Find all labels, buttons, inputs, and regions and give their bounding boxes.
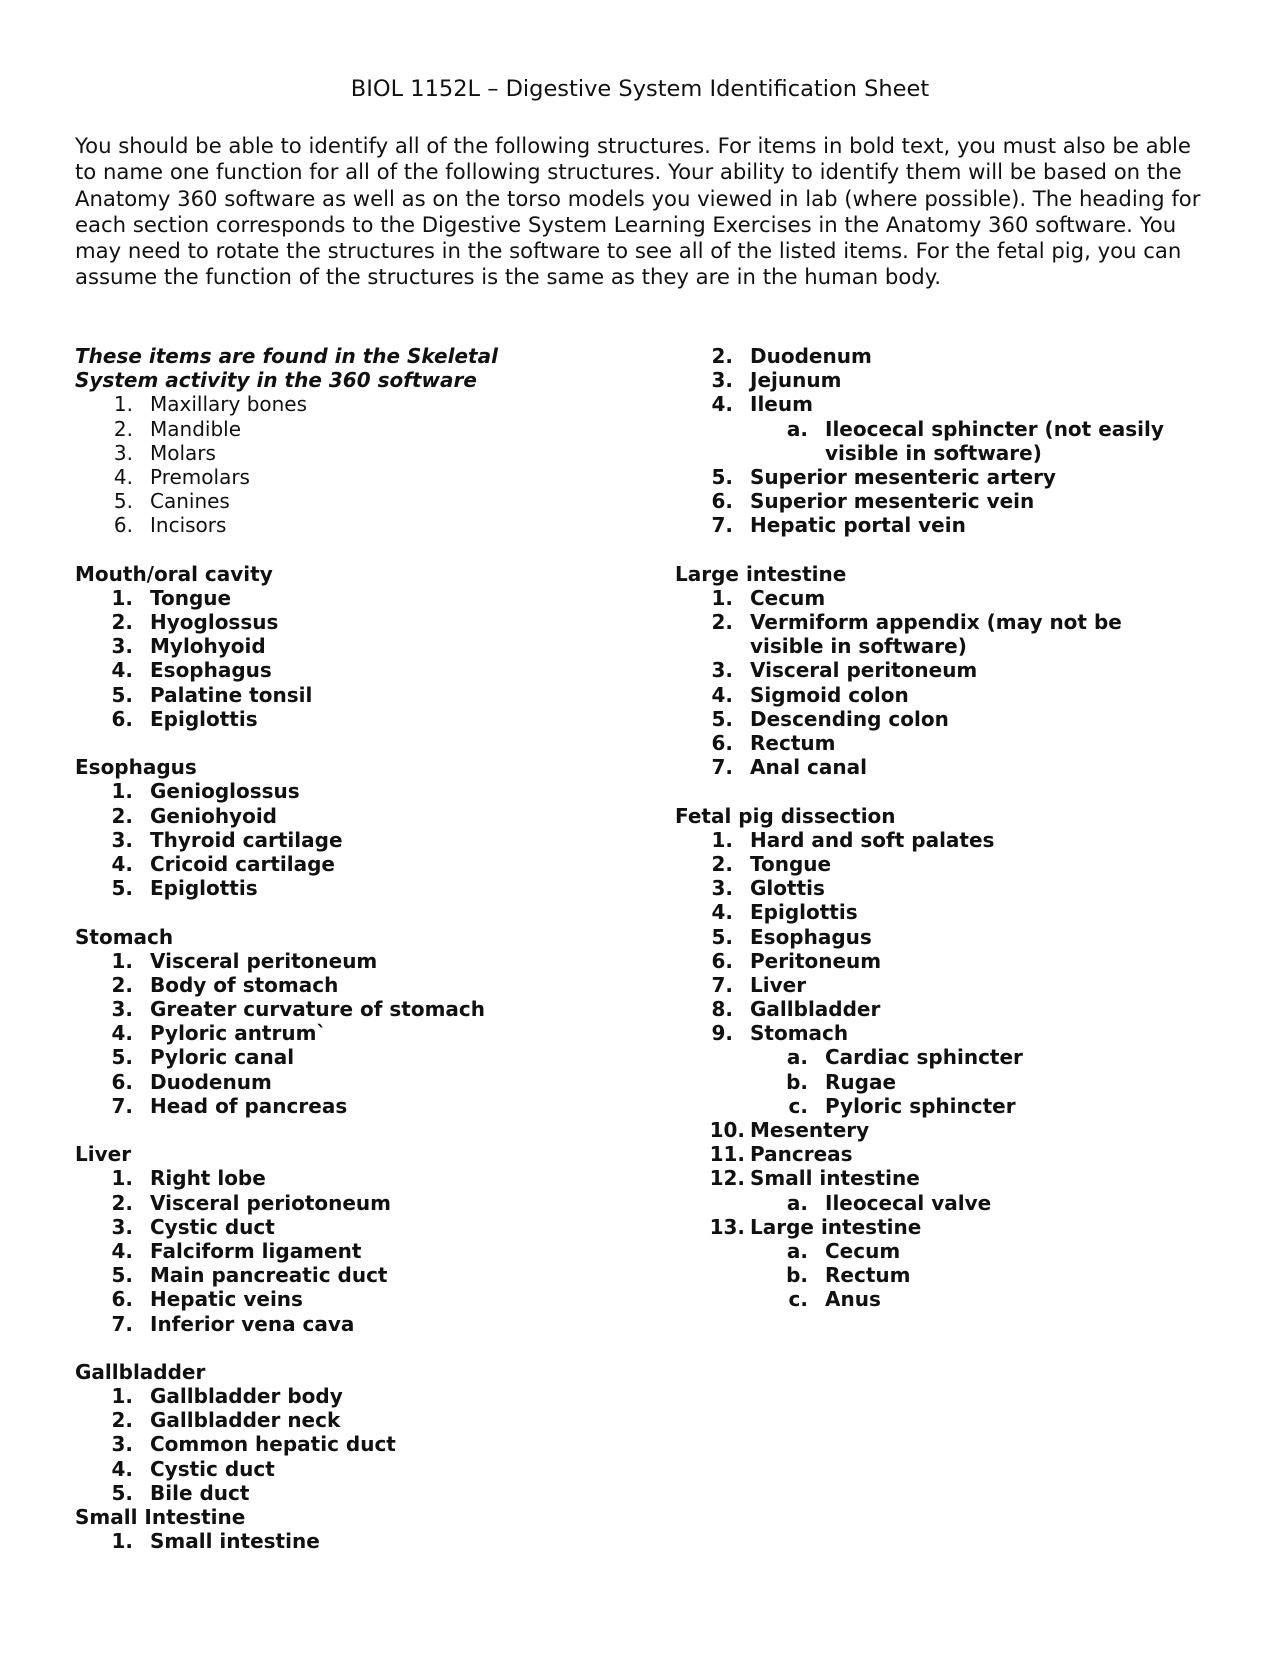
- list-item: b. Rugae: [786, 1069, 897, 1094]
- section-heading-gallbladder: Gallbladder: [75, 1359, 206, 1384]
- list-item: 5. Bile duct: [111, 1480, 250, 1505]
- list-item: 5. Epiglottis: [111, 876, 258, 901]
- list-large-intestine: [675, 586, 1235, 780]
- list-item: 5. Main pancreatic duct: [111, 1263, 388, 1288]
- list-item: 7. Head of pancreas: [111, 1093, 348, 1118]
- list-item: 4. Esophagus: [111, 658, 272, 683]
- list-item: 1. Cecum: [711, 585, 826, 610]
- list-item: 1. Small intestine: [111, 1529, 320, 1554]
- list-item: 5. Canines: [113, 489, 230, 514]
- list-item: 11. Pancreas: [709, 1142, 853, 1167]
- list-item: a. Ileocecal sphincter (not easily: [786, 416, 1164, 441]
- list-stomach: [75, 949, 675, 1118]
- section-heading-stomach: Stomach: [75, 924, 174, 949]
- list-item: c. Anus: [788, 1287, 881, 1312]
- section-heading-esophagus: Esophagus: [75, 755, 197, 780]
- list-item: 5. Esophagus: [711, 924, 872, 949]
- intro-paragraph: You should be able to identify all of the following structures. For items in bold text, you must also be able to name one function for all of the following structures. Your ability to identify them will be based on the Anatomy 360 software as well as on the torso models you viewed in lab (where possible). The heading for each section corresponds to the Digestive System Learning Exercises in the Anatomy 360 software. You may need to rotate the structures in the software to see all of the listed items. For the fetal pig, you can assume the function of the structures is the same as they are in the human body.: [75, 133, 1201, 290]
- list-item: 13. Large intestine: [709, 1214, 922, 1239]
- list-item: 4. Premolars: [113, 464, 250, 489]
- page-title: BIOL 1152L – Digestive System Identification Sheet: [350, 76, 930, 102]
- list-item: 6. Rectum: [711, 731, 836, 755]
- list-item: 6. Incisors: [113, 513, 227, 538]
- list-item: 1. Genioglossus: [111, 779, 300, 804]
- list-item: 1. Hard and soft palates: [711, 827, 995, 852]
- section-heading-small-intestine: Small Intestine: [75, 1505, 246, 1529]
- list-item: 9. Stomach: [711, 1021, 849, 1046]
- list-item: 3. Visceral peritoneum: [711, 658, 978, 683]
- list-item: 1. Gallbladder body: [111, 1384, 343, 1409]
- list-item: 2. Vermiform appendix (may not be: [711, 610, 1122, 635]
- list-item: 8. Gallbladder: [711, 997, 881, 1022]
- list-item: 3. Thyroid cartilage: [111, 827, 343, 852]
- right-column: [675, 344, 1235, 1312]
- list-item: 5. Descending colon: [711, 706, 949, 731]
- list-item: 2. Duodenum: [711, 344, 872, 368]
- list-item: 4. Cystic duct: [111, 1456, 275, 1481]
- list-item: 6. Epiglottis: [111, 706, 258, 731]
- list-liver: [75, 1166, 675, 1335]
- list-small-intestine: [75, 1529, 675, 1553]
- list-item: 12. Small intestine: [709, 1166, 920, 1191]
- left-column: [75, 344, 675, 1553]
- list-item: 1. Maxillary bones: [113, 392, 308, 417]
- list-item: b. Rectum: [786, 1263, 911, 1288]
- list-item: c. Pyloric sphincter: [788, 1093, 1016, 1118]
- list-item: 3. Mylohyoid: [111, 634, 266, 659]
- section-heading-large-intestine: Large intestine: [675, 561, 847, 586]
- list-skeletal: [75, 392, 675, 537]
- list-item: 7. Hepatic portal vein: [711, 513, 966, 538]
- list-item: 6. Hepatic veins: [111, 1287, 303, 1312]
- list-item: 2. Gallbladder neck: [111, 1408, 341, 1433]
- section-heading-liver: Liver: [75, 1142, 132, 1167]
- section-heading-mouth: Mouth/oral cavity: [75, 561, 273, 586]
- list-item: 2. Body of stomach: [111, 972, 339, 997]
- list-item: 7. Inferior vena cava: [111, 1311, 355, 1336]
- section-heading-skeletal: These items are found in the Skeletal: [75, 344, 498, 368]
- list-item: 2. Hyoglossus: [111, 610, 279, 635]
- list-item: 1. Tongue: [111, 585, 232, 610]
- list-item: 3. Cystic duct: [111, 1214, 275, 1239]
- list-item: 4. Cricoid cartilage: [111, 851, 335, 876]
- list-item: 3. Greater curvature of stomach: [111, 997, 486, 1022]
- list-item: 4. Falciform ligament: [111, 1238, 362, 1263]
- list-item: 3. Molars: [113, 440, 216, 465]
- list-item: 6. Superior mesenteric vein: [711, 489, 1035, 514]
- list-item: 2. Geniohyoid: [111, 803, 278, 828]
- section-heading-skeletal-cont: System activity in the 360 software: [75, 368, 477, 393]
- list-item: 10. Mesentery: [709, 1118, 870, 1142]
- list-item: 4. Ileum: [711, 392, 813, 417]
- list-fetal-pig: [675, 828, 1235, 1312]
- list-item: a. Cardiac sphincter: [786, 1045, 1023, 1070]
- list-item: 2. Visceral periotoneum: [111, 1190, 392, 1215]
- list-item: visible in software): [750, 634, 967, 659]
- list-item: 6. Peritoneum: [711, 948, 882, 973]
- list-item: 4. Epiglottis: [711, 900, 858, 925]
- list-item: 3. Glottis: [711, 876, 825, 901]
- list-item: 5. Superior mesenteric artery: [711, 464, 1056, 489]
- list-item: 2. Mandible: [113, 416, 241, 441]
- list-item: a. Cecum: [786, 1238, 901, 1263]
- list-item: 1. Visceral peritoneum: [111, 948, 378, 973]
- list-esophagus: [75, 779, 675, 900]
- list-item: 4. Sigmoid colon: [711, 682, 909, 707]
- list-item: 7. Liver: [711, 972, 807, 997]
- list-item: 6. Duodenum: [111, 1069, 272, 1094]
- section-heading-fetal-pig: Fetal pig dissection: [675, 803, 896, 828]
- list-item: visible in software): [825, 440, 1042, 465]
- list-small-intestine-cont: [675, 344, 1235, 538]
- list-mouth: [75, 586, 675, 731]
- list-item: 3. Jejunum: [711, 368, 842, 393]
- list-item: 2. Tongue: [711, 851, 832, 876]
- list-item: 7. Anal canal: [711, 755, 867, 780]
- list-item: a. Ileocecal valve: [786, 1190, 992, 1215]
- list-item: 4. Pyloric antrum`: [111, 1021, 327, 1046]
- list-item: 5. Pyloric canal: [111, 1045, 295, 1070]
- list-item: 3. Common hepatic duct: [111, 1432, 396, 1457]
- list-item: 5. Palatine tonsil: [111, 682, 313, 707]
- list-item: 1. Right lobe: [111, 1166, 266, 1191]
- list-gallbladder: [75, 1384, 675, 1505]
